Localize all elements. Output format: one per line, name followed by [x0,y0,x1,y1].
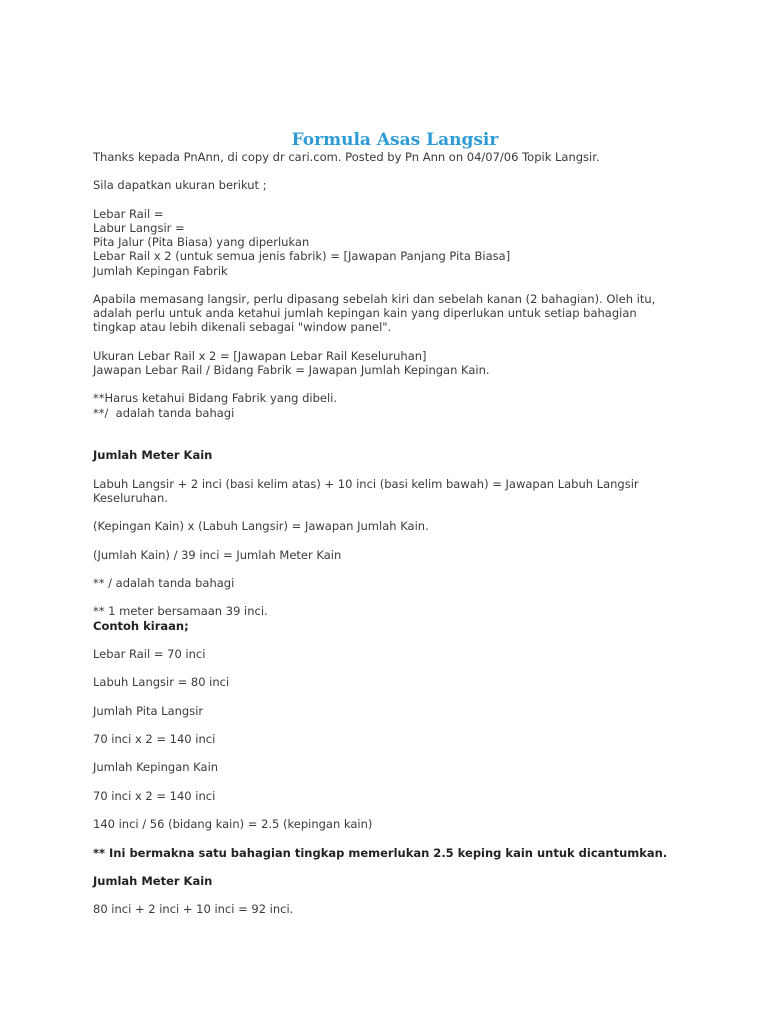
example-line: 80 inci + 2 inci + 10 inci = 92 inci. [93,902,294,917]
example-line: Jumlah Kepingan Kain [93,760,219,775]
note-line: ** 1 meter bersamaan 39 inci. [93,604,268,619]
example-line: Labuh Langsir = 80 inci [93,675,230,690]
note-line: ** / adalah tanda bahagi [93,575,235,590]
paragraph-line: Apabila memasang langsir, perlu dipasang sebelah kiri dan sebelah kanan (2 bahagian). Oleh itu, [93,291,656,306]
example-line: 70 inci x 2 = 140 inci [93,788,216,803]
list-item: Pita Jalur (Pita Biasa) yang diperlukan [93,235,310,250]
formula-line: Jawapan Lebar Rail / Bidang Fabrik = Jawapan Jumlah Kepingan Kain. [93,362,490,377]
paragraph-line: adalah perlu untuk anda ketahui jumlah kepingan kain yang diperlukan untuk setiap bahagian [93,306,637,321]
note-line: **Harus ketahui Bidang Fabrik yang dibeli. [93,391,337,406]
intro-text: Thanks kepada PnAnn, di copy dr cari.com. Posted by Pn Ann on 04/07/06 Topik Langsir. [93,150,600,164]
formula-line: Ukuran Lebar Rail x 2 = [Jawapan Lebar Rail Keseluruhan] [93,348,427,363]
labuh-line: Labuh Langsir + 2 inci (basi kelim atas) + 10 inci (basi kelim bawah) = Jawapan Labuh Langsir [93,476,639,491]
section-heading: Jumlah Meter Kain [93,874,213,889]
paragraph-line: tingkap atau lebih dikenali sebagai "window panel". [93,320,392,335]
jumlah-line: (Jumlah Kain) / 39 inci = Jumlah Meter Kain [93,547,342,562]
section-heading: Contoh kiraan; [93,618,189,633]
section-heading: Jumlah Meter Kain [93,448,213,463]
kepingan-line: (Kepingan Kain) x (Labuh Langsir) = Jawapan Jumlah Kain. [93,519,429,534]
example-line: Lebar Rail = 70 inci [93,646,206,661]
example-line: Jumlah Pita Langsir [93,703,204,718]
document-page [93,130,693,917]
sila-text: Sila dapatkan ukuran berikut ; [93,178,267,193]
list-item: Lebar Rail x 2 (untuk semua jenis fabrik) = [Jawapan Panjang Pita Biasa] [93,249,511,264]
list-item: Lebar Rail = [93,206,164,221]
list-item: Labur Langsir = [93,220,185,235]
note-line: **/ adalah tanda bahagi [93,405,235,420]
document-title: Formula Asas Langsir [291,130,499,150]
list-item: Jumlah Kepingan Fabrik [93,263,228,278]
example-line: 140 inci / 56 (bidang kain) = 2.5 (kepingan kain) [93,817,373,832]
example-note: ** Ini bermakna satu bahagian tingkap memerlukan 2.5 keping kain untuk dicantumkan. [93,845,668,860]
labuh-line: Keseluruhan. [93,490,168,505]
example-line: 70 inci x 2 = 140 inci [93,732,216,747]
